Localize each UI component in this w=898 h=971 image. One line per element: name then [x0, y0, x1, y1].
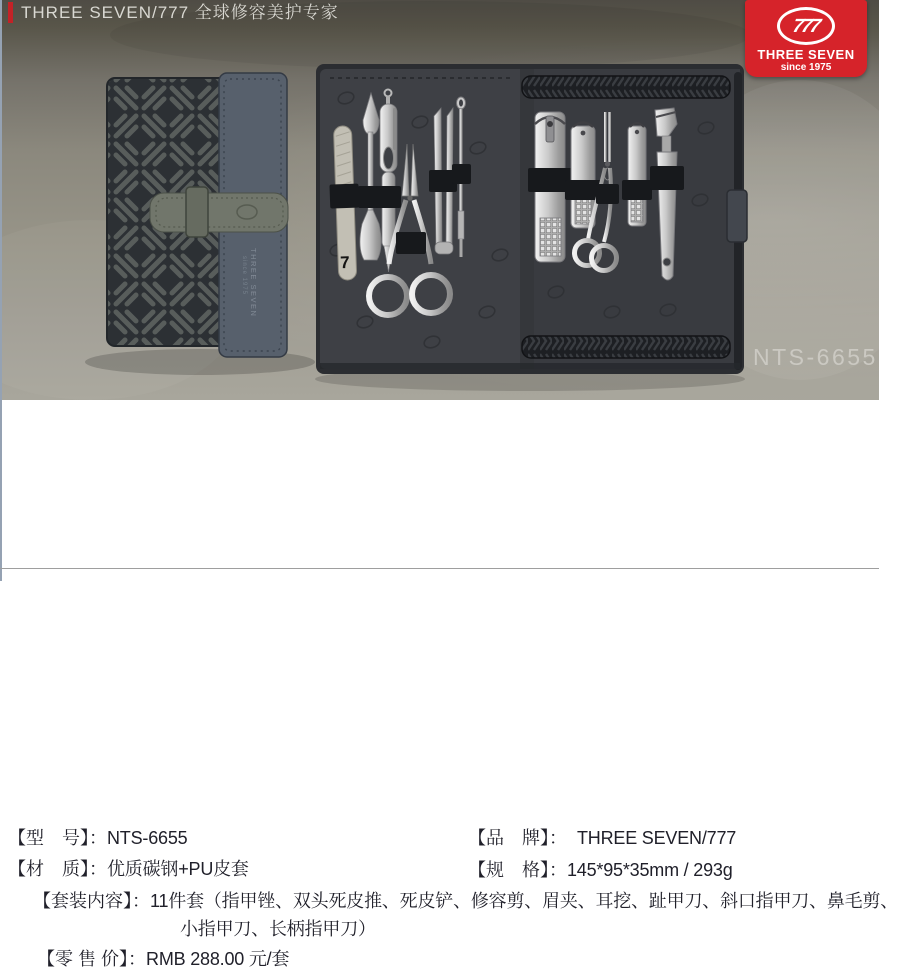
spec-brand-value: THREE SEVEN/777: [577, 828, 737, 848]
spec-price-value: RMB 288.00 元/套: [146, 949, 290, 969]
case-closure-loop: [727, 190, 747, 242]
pouch-strap: [150, 187, 288, 237]
badge-brand-name: THREE SEVEN: [757, 47, 855, 62]
spec-model-value: NTS-6655: [107, 828, 188, 848]
brand-badge: [745, 0, 867, 77]
spec-material: [8, 855, 249, 881]
spec-contents-label: 【套装内容】：: [33, 891, 150, 911]
pouch-brand-text: THREE SEVEN: [249, 248, 258, 318]
spec-size-value: 145*95*35mm / 293g: [567, 860, 733, 880]
left-edge-line: [0, 0, 2, 581]
elastic-band: [329, 184, 359, 209]
elastic-band: [596, 184, 619, 204]
badge-777-logo-icon: [777, 7, 835, 45]
braided-trim-bottom: [522, 336, 730, 358]
spec-price: [37, 945, 289, 971]
file-digit: 7: [339, 252, 350, 273]
elastic-band: [650, 166, 684, 190]
spec-contents-value: 11件套（指甲锉、双头死皮推、死皮铲、修容剪、眉夹、耳挖、趾甲刀、斜口指甲刀、鼻毛剪、: [150, 891, 898, 911]
spec-brand-label: 【品 牌】：: [468, 828, 567, 848]
spec-contents: [33, 887, 898, 913]
strap-loop: [186, 187, 208, 237]
pouch-since-text: since 1975: [241, 256, 247, 296]
red-accent-bar: [8, 2, 13, 23]
spec-material-label: 【材 质】：: [8, 859, 107, 879]
spec-panel: [0, 400, 898, 969]
page-title: THREE SEVEN/777 全球修容美护专家: [21, 3, 339, 22]
elastic-band: [396, 232, 426, 254]
spec-contents-value2: 小指甲刀、长柄指甲刀）: [180, 919, 376, 939]
spec-brand: [468, 824, 736, 850]
spec-model: [8, 824, 187, 850]
bottom-divider: [0, 568, 879, 569]
closed-pouch: [107, 73, 288, 357]
spec-material-value: 优质碳钢+PU皮套: [107, 859, 249, 879]
badge-numerals: 777: [791, 15, 821, 37]
elastic-band: [622, 180, 652, 200]
spec-price-label: 【零 售 价】：: [37, 949, 147, 969]
elastic-band: [565, 180, 601, 200]
model-code-watermark: NTS-6655: [753, 344, 878, 370]
braided-trim-top: [522, 76, 730, 98]
elastic-band: [376, 186, 401, 208]
badge-since: since 1975: [780, 62, 832, 73]
elastic-band: [452, 164, 471, 184]
spec-size-label: 【规 格】：: [468, 860, 567, 880]
spec-size: [468, 856, 733, 882]
spec-contents-continued: [180, 915, 376, 941]
product-photo: [0, 0, 879, 400]
spec-model-label: 【型 号】：: [8, 828, 107, 848]
photo-header: [8, 2, 339, 23]
